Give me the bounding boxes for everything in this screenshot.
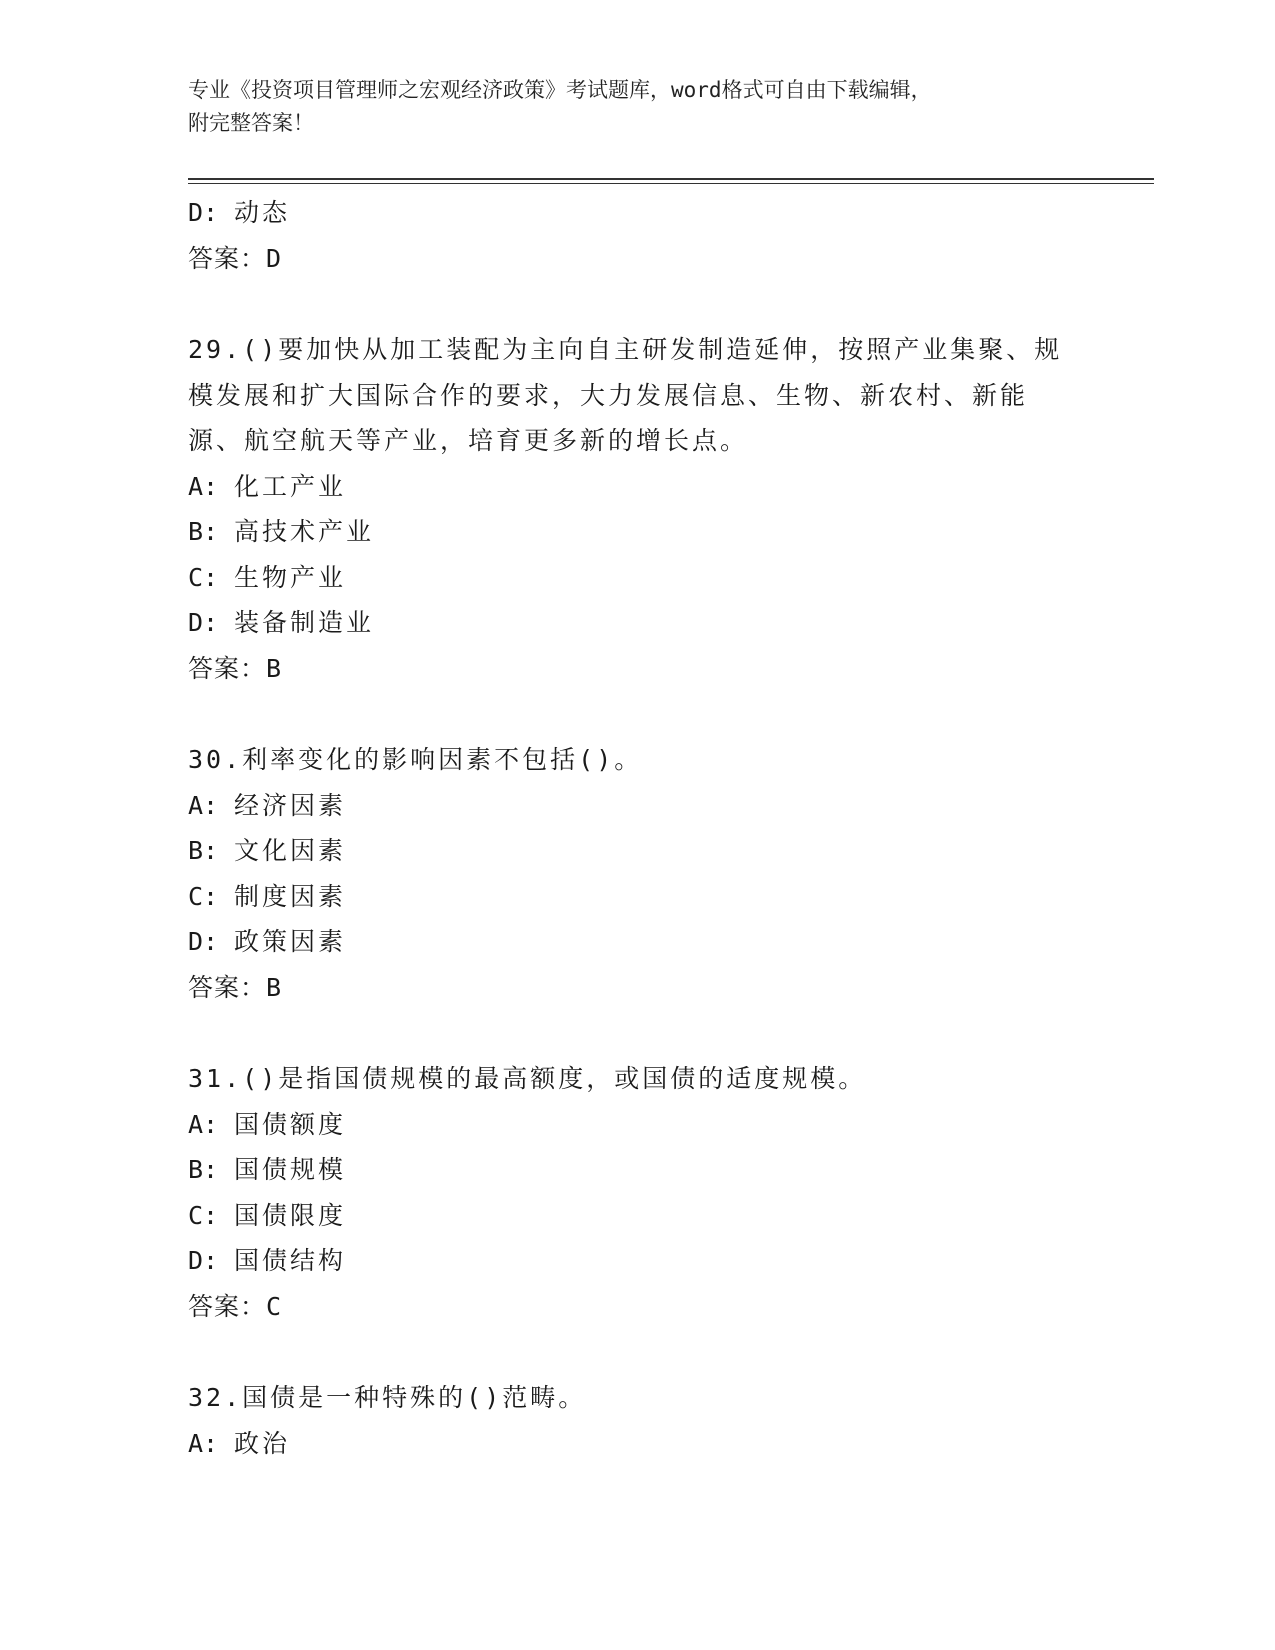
option-a: A: 经济因素 <box>188 790 347 820</box>
header-rule-thin <box>188 183 1154 184</box>
question-stem-line: 31.()是指国债规模的最高额度，或国债的适度规模。 <box>188 1064 867 1093</box>
answer-line: 答案：D <box>188 243 283 273</box>
answer-line: 答案：B <box>188 653 283 683</box>
option-d: D: 政策因素 <box>188 927 347 956</box>
option-b: B: 高技术产业 <box>188 517 375 546</box>
option-a: A: 国债额度 <box>188 1109 347 1139</box>
question-stem-line: 29.()要加快从加工装配为主向自主研发制造延伸，按照产业集聚、规 <box>188 335 1063 364</box>
header-line-2: 附完整答案！ <box>188 111 314 135</box>
option-c: C: 生物产业 <box>188 562 347 592</box>
question-stem-line: 模发展和扩大国际合作的要求，大力发展信息、生物、新农村、新能 <box>188 380 1029 410</box>
question-30 <box>188 737 1088 1010</box>
option-c: C: 制度因素 <box>188 881 347 911</box>
document-header <box>188 74 1088 140</box>
option-d: D: 国债结构 <box>188 1246 347 1275</box>
question-31 <box>188 1056 1088 1329</box>
header-rule-thick <box>188 178 1154 180</box>
option-a: A: 政治 <box>188 1428 291 1458</box>
option-c: C: 国债限度 <box>188 1200 347 1230</box>
option-b: B: 文化因素 <box>188 836 347 865</box>
answer-line: 答案：C <box>188 1291 283 1321</box>
question-29 <box>188 327 1088 691</box>
option-b: B: 国债规模 <box>188 1155 347 1184</box>
question-stem-line: 30.利率变化的影响因素不包括()。 <box>188 745 643 774</box>
option-d: D: 动态 <box>188 198 291 227</box>
option-d: D: 装备制造业 <box>188 608 375 637</box>
option-a: A: 化工产业 <box>188 471 347 501</box>
header-line-1: 专业《投资项目管理师之宏观经济政策》考试题库，word格式可自由下载编辑， <box>188 78 932 102</box>
question-stem-line: 32.国债是一种特殊的()范畴。 <box>188 1383 587 1412</box>
question-list <box>188 190 1088 1466</box>
answer-line: 答案：B <box>188 972 283 1002</box>
question-stem-line: 源、航空航天等产业，培育更多新的增长点。 <box>188 426 749 455</box>
question-32 <box>188 1375 1088 1466</box>
